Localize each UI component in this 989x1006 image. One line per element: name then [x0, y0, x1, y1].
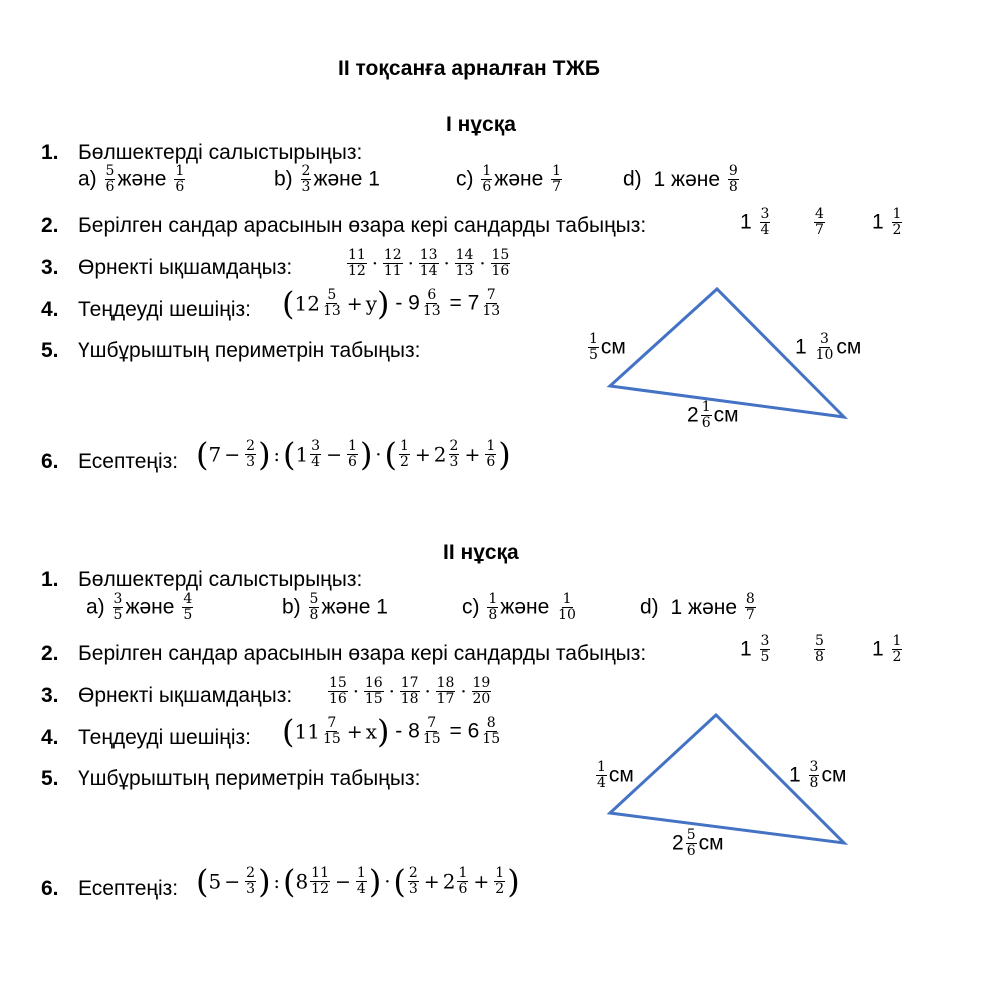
- fraction: $\frac{4}{5}$: [183, 591, 193, 623]
- task-4-equation: (12 $\frac{5}{13}$ + y) - 9 $\frac{6}{13}$ = 7 $\frac{7}{13}$: [282, 284, 501, 323]
- fraction: $\frac{1}{6}$: [482, 163, 492, 195]
- triangle-side-bottom: 2 $\frac{5}{6}$ см: [672, 827, 724, 859]
- task-1-number: 1.: [41, 568, 59, 591]
- task-1a: a) $\frac{3}{5}$ және $\frac{4}{5}$: [86, 591, 193, 623]
- task-4-text: Теңдеуді шешіңіз:: [78, 298, 251, 321]
- triangle-side-left: $\frac{1}{5}$ см: [589, 331, 626, 363]
- task-6-number: 6.: [41, 877, 59, 900]
- task-1b: b) $\frac{5}{8}$ және 1: [282, 591, 388, 623]
- task-2-number-3: 1 $\frac{1}{2}$: [872, 633, 902, 665]
- fraction: $\frac{1}{10}$: [558, 591, 576, 623]
- task-6-number: 6.: [41, 450, 59, 473]
- task-6-expression: (7 − $\frac{2}{3}$ ) :(1 $\frac{3}{4}$ − $\frac{1}{6}$ ) ·( $\frac{1}{2}$ + 2 $\frac{2}{3}$ + $\frac{1}{6}$ ): [196, 435, 511, 474]
- variant-1-heading: І нұсқа: [446, 113, 516, 136]
- page-title: ІІ тоқсанға арналған ТЖБ: [338, 57, 600, 80]
- task-5-text: Үшбұрыштың периметрін табыңыз:: [78, 339, 421, 362]
- task-4-number: 4.: [41, 726, 59, 749]
- task-3-number: 3.: [41, 256, 59, 279]
- task-2-number: 2.: [41, 214, 59, 237]
- task-3-expression: $\frac{15}{16}$ · $\frac{16}{15}$ · $\frac{17}{18}$ · $\frac{18}{17}$ · $\frac{19}{20}$: [329, 675, 491, 707]
- task-3-text: Өрнекті ықшамдаңыз:: [78, 256, 293, 279]
- task-1a-label: a): [78, 167, 97, 191]
- task-6-text: Есептеңіз:: [78, 877, 179, 900]
- task-5-number: 5.: [41, 339, 59, 362]
- task-6-expression: (5 − $\frac{2}{3}$ ) :(8 $\frac{11}{12}$ − $\frac{1}{4}$ ) ·( $\frac{2}{3}$ + 2 $\frac{1}{6}$ + $\frac{1}{2}$ ): [196, 862, 520, 901]
- triangle-side-bottom: 2 $\frac{1}{6}$ см: [687, 399, 739, 431]
- task-5-number: 5.: [41, 767, 59, 790]
- triangle-side-left: $\frac{1}{4}$ см: [597, 759, 634, 791]
- fraction: $\frac{9}{8}$: [728, 163, 738, 195]
- task-3-text: Өрнекті ықшамдаңыз:: [78, 684, 293, 707]
- task-3-expression: $\frac{11}{12}$ · $\frac{12}{11}$ · $\frac{13}{14}$ · $\frac{14}{13}$ · $\frac{15}{16}$: [348, 247, 510, 279]
- task-2-number-2: $\frac{4}{7}$: [815, 206, 824, 238]
- task-1-number: 1.: [41, 141, 59, 164]
- fraction: $\frac{3}{5}$: [113, 591, 123, 623]
- task-4-number: 4.: [41, 298, 59, 321]
- task-1b: b) $\frac{2}{3}$ және 1: [274, 163, 380, 195]
- task-4-equation: (11 $\frac{7}{15}$ + x) - 8 $\frac{7}{15}$ = 6 $\frac{8}{15}$: [282, 712, 501, 751]
- task-1a: a) $\frac{5}{6}$ және $\frac{1}{6}$: [78, 163, 185, 195]
- fraction: $\frac{5}{8}$: [309, 591, 319, 623]
- task-6-text: Есептеңіз:: [78, 450, 179, 473]
- fraction: $\frac{1}{7}$: [552, 163, 562, 195]
- fraction: $\frac{2}{3}$: [301, 163, 311, 195]
- task-1d: d) 1 және $\frac{8}{7}$: [640, 591, 755, 623]
- triangle-side-right: 1 $\frac{3}{10}$ см: [795, 331, 862, 363]
- fraction: $\frac{5}{6}$: [105, 163, 115, 195]
- task-2-number-1: 1 $\frac{3}{5}$: [740, 633, 770, 665]
- task-1c: c) $\frac{1}{8}$ және $\frac{1}{10}$: [462, 591, 576, 623]
- task-5-text: Үшбұрыштың периметрін табыңыз:: [78, 767, 421, 790]
- variant-2-heading: ІІ нұсқа: [443, 541, 519, 564]
- task-2-number-1: 1 $\frac{3}{4}$: [740, 206, 770, 238]
- task-2-text: Берілген сандар арасынын өзара кері сандарды табыңыз:: [78, 214, 647, 237]
- task-1d: d) 1 және $\frac{9}{8}$: [623, 163, 738, 195]
- fraction: $\frac{1}{6}$: [175, 163, 185, 195]
- task-2-text: Берілген сандар арасынын өзара кері сандарды табыңыз:: [78, 642, 647, 665]
- task-2-number-2: $\frac{5}{8}$: [815, 633, 824, 665]
- triangle-side-right: 1 $\frac{3}{8}$ см: [789, 759, 847, 791]
- task-1-text: Бөлшектерді салыстырыңыз:: [78, 141, 363, 164]
- task-2-number: 2.: [41, 642, 59, 665]
- fraction: $\frac{1}{8}$: [488, 591, 498, 623]
- task-2-number-3: 1 $\frac{1}{2}$: [872, 206, 902, 238]
- fraction: $\frac{8}{7}$: [745, 591, 755, 623]
- task-1c: c) $\frac{1}{6}$ және $\frac{1}{7}$: [456, 163, 562, 195]
- task-1-text: Бөлшектерді салыстырыңыз:: [78, 568, 363, 591]
- task-3-number: 3.: [41, 684, 59, 707]
- task-4-text: Теңдеуді шешіңіз:: [78, 726, 251, 749]
